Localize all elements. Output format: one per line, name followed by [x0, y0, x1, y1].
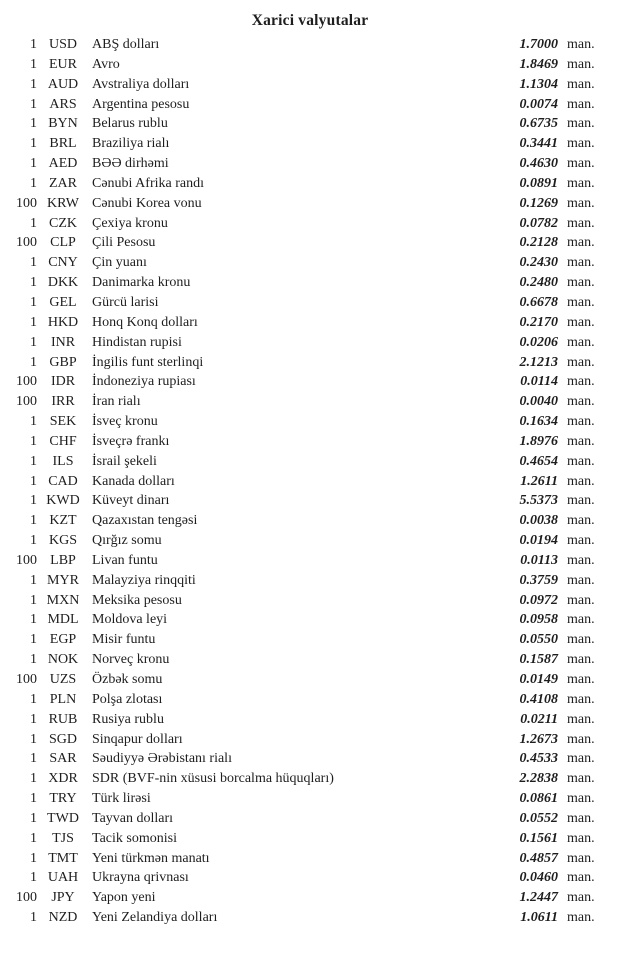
currency-name: Yeni Zelandiya dolları — [92, 910, 218, 926]
currency-code: NOK — [47, 652, 79, 668]
exchange-rate: 2.2838 — [519, 771, 558, 787]
unit-label: man. — [567, 414, 595, 430]
currency-code: IRR — [51, 394, 75, 410]
quantity: 1 — [30, 652, 37, 668]
exchange-rate: 0.0550 — [519, 632, 558, 648]
table-row — [0, 829, 620, 849]
quantity: 1 — [30, 414, 37, 430]
currency-name: Misir funtu — [92, 632, 156, 648]
exchange-rate: 1.1304 — [519, 76, 558, 92]
quantity: 1 — [30, 275, 37, 291]
table-row — [0, 730, 620, 750]
exchange-rate: 0.4654 — [519, 453, 558, 469]
unit-label: man. — [567, 612, 595, 628]
currency-name: Özbək somu — [92, 672, 163, 687]
unit-label: man. — [567, 215, 595, 231]
unit-label: man. — [567, 592, 595, 608]
unit-label: man. — [567, 552, 595, 568]
exchange-rate: 0.2170 — [519, 314, 558, 330]
unit-label: man. — [567, 473, 595, 489]
unit-label: man. — [567, 374, 595, 390]
unit-label: man. — [567, 156, 595, 172]
currency-code: ZAR — [49, 175, 77, 191]
currency-code: XDR — [48, 771, 78, 787]
quantity: 1 — [30, 612, 37, 628]
exchange-rate: 0.1634 — [519, 414, 558, 430]
currency-name: Tayvan dolları — [92, 810, 174, 826]
unit-label: man. — [567, 275, 595, 291]
currency-name: Qazaxıstan tengəsi — [92, 513, 198, 529]
quantity: 1 — [30, 810, 37, 826]
currency-name: SDR (BVF-nin xüsusi borcalma hüquqları) — [92, 771, 334, 787]
unit-label: man. — [567, 175, 595, 191]
quantity: 1 — [30, 830, 37, 846]
unit-label: man. — [567, 96, 595, 112]
currency-code: NZD — [48, 910, 78, 926]
quantity: 1 — [30, 632, 37, 648]
quantity: 1 — [30, 572, 37, 588]
currency-code: MYR — [47, 572, 79, 588]
unit-label: man. — [567, 334, 595, 350]
currency-table — [0, 35, 620, 928]
quantity: 100 — [16, 890, 37, 906]
currency-code: BYN — [48, 116, 78, 132]
currency-name: Çexiya kronu — [92, 215, 168, 231]
unit-label: man. — [567, 791, 595, 807]
quantity: 1 — [30, 473, 37, 489]
currency-code: KGS — [48, 533, 77, 549]
table-row — [0, 868, 620, 888]
table-row — [0, 789, 620, 809]
table-row — [0, 452, 620, 472]
table-row — [0, 174, 620, 194]
exchange-rate: 0.6678 — [519, 294, 558, 310]
table-row — [0, 75, 620, 95]
currency-code: CHF — [49, 433, 77, 449]
currency-code: UAH — [47, 870, 79, 886]
currency-name: Səudiyyə Ərəbistanı rialı — [92, 751, 232, 767]
table-row — [0, 650, 620, 670]
currency-name: İndoneziya rupiası — [92, 374, 196, 390]
quantity: 1 — [30, 56, 37, 72]
currency-name: Sinqapur dolları — [92, 731, 183, 747]
currency-code: BRL — [49, 136, 77, 152]
currency-code: JPY — [51, 890, 75, 906]
currency-code: HKD — [47, 314, 79, 330]
quantity: 1 — [30, 354, 37, 370]
currency-name: Küveyt dinarı — [92, 493, 170, 509]
quantity: 100 — [16, 195, 37, 211]
quantity: 1 — [30, 533, 37, 549]
exchange-rate: 1.8976 — [519, 433, 558, 449]
unit-label: man. — [567, 672, 595, 687]
table-row — [0, 333, 620, 353]
quantity: 1 — [30, 691, 37, 707]
currency-name: İsveçrə frankı — [92, 433, 170, 449]
currency-code: UZS — [49, 672, 77, 687]
exchange-rate: 5.5373 — [519, 493, 558, 509]
currency-name: Danimarka kronu — [92, 275, 191, 291]
table-row — [0, 472, 620, 492]
exchange-rate: 0.4630 — [519, 156, 558, 172]
table-row — [0, 253, 620, 273]
currency-code: CNY — [48, 255, 78, 271]
currency-code: CLP — [50, 235, 76, 251]
currency-code: INR — [50, 334, 76, 350]
quantity: 1 — [30, 771, 37, 787]
currency-code: USD — [48, 37, 77, 52]
exchange-rate: 0.0782 — [519, 215, 558, 231]
exchange-rate: 0.3441 — [519, 136, 558, 152]
quantity: 100 — [16, 672, 37, 687]
table-row — [0, 233, 620, 253]
unit-label: man. — [567, 354, 595, 370]
currency-code: AUD — [47, 76, 79, 92]
unit-label: man. — [567, 195, 595, 211]
table-row — [0, 432, 620, 452]
unit-label: man. — [567, 453, 595, 469]
table-row — [0, 313, 620, 333]
currency-name: Cənubi Korea vonu — [92, 195, 202, 211]
quantity: 1 — [30, 215, 37, 231]
quantity: 1 — [30, 37, 37, 52]
currency-code: IDR — [50, 374, 76, 390]
currency-name: Avstraliya dolları — [92, 76, 190, 92]
unit-label: man. — [567, 116, 595, 132]
exchange-rate: 0.0460 — [519, 870, 558, 886]
quantity: 100 — [16, 394, 37, 410]
exchange-rate: 2.1213 — [519, 354, 558, 370]
currency-code: EGP — [49, 632, 77, 648]
quantity: 1 — [30, 96, 37, 112]
currency-code: ILS — [52, 453, 74, 469]
unit-label: man. — [567, 910, 595, 926]
quantity: 1 — [30, 175, 37, 191]
table-row — [0, 194, 620, 214]
table-row — [0, 293, 620, 313]
quantity: 1 — [30, 592, 37, 608]
currency-name: Kanada dolları — [92, 473, 175, 489]
currency-code: KZT — [49, 513, 77, 529]
exchange-rate: 0.0194 — [519, 533, 558, 549]
quantity: 1 — [30, 255, 37, 271]
currency-name: İngilis funt sterlinqi — [92, 354, 204, 370]
unit-label: man. — [567, 731, 595, 747]
unit-label: man. — [567, 572, 595, 588]
exchange-rate: 1.2673 — [519, 731, 558, 747]
quantity: 1 — [30, 116, 37, 132]
unit-label: man. — [567, 850, 595, 866]
currency-code: MXN — [46, 592, 80, 608]
exchange-rate: 0.6735 — [519, 116, 558, 132]
table-row — [0, 412, 620, 432]
table-row — [0, 710, 620, 730]
currency-code: LBP — [50, 552, 76, 568]
currency-code: SAR — [49, 751, 77, 767]
currency-name: Hindistan rupisi — [92, 334, 182, 350]
quantity: 1 — [30, 870, 37, 886]
currency-name: Tacik somonisi — [92, 830, 177, 846]
unit-label: man. — [567, 37, 595, 52]
table-row — [0, 551, 620, 571]
exchange-rate: 0.0211 — [520, 711, 558, 727]
currency-code: SGD — [48, 731, 77, 747]
unit-label: man. — [567, 394, 595, 410]
currency-name: Qırğız somu — [92, 533, 162, 549]
unit-label: man. — [567, 830, 595, 846]
table-row — [0, 214, 620, 234]
exchange-rate: 0.0149 — [519, 672, 558, 687]
table-row — [0, 571, 620, 591]
page-title: Xarici valyutalar — [251, 12, 369, 29]
unit-label: man. — [567, 235, 595, 251]
quantity: 1 — [30, 493, 37, 509]
unit-label: man. — [567, 751, 595, 767]
currency-code: AED — [48, 156, 78, 172]
unit-label: man. — [567, 711, 595, 727]
quantity: 1 — [30, 513, 37, 529]
currency-name: Yeni türkmən manatı — [92, 850, 210, 866]
exchange-rate: 0.0958 — [519, 612, 558, 628]
currency-code: SEK — [49, 414, 77, 430]
exchange-rate: 0.0972 — [519, 592, 558, 608]
exchange-rate: 0.3759 — [519, 572, 558, 588]
unit-label: man. — [567, 493, 595, 509]
currency-name: Ukrayna qrivnası — [92, 870, 189, 886]
table-row — [0, 511, 620, 531]
currency-code: EUR — [49, 56, 77, 72]
currency-name: Rusiya rublu — [92, 711, 164, 727]
table-row — [0, 55, 620, 75]
table-row — [0, 849, 620, 869]
currency-code: KWD — [46, 493, 80, 509]
unit-label: man. — [567, 314, 595, 330]
unit-label: man. — [567, 533, 595, 549]
table-row — [0, 630, 620, 650]
currency-name: Meksika pesosu — [92, 592, 182, 608]
exchange-rate: 0.1587 — [519, 652, 558, 668]
quantity: 1 — [30, 334, 37, 350]
quantity: 100 — [16, 552, 37, 568]
exchange-rate: 0.1269 — [519, 195, 558, 211]
table-row — [0, 888, 620, 908]
exchange-rate: 1.2611 — [520, 473, 558, 489]
unit-label: man. — [567, 513, 595, 529]
currency-name: Livan funtu — [92, 552, 158, 568]
exchange-rate: 0.0038 — [519, 513, 558, 529]
currency-name: Malayziya rinqqiti — [92, 572, 196, 588]
unit-label: man. — [567, 433, 595, 449]
currency-code: KRW — [47, 195, 79, 211]
exchange-rate: 0.2480 — [519, 275, 558, 291]
currency-name: BƏƏ dirhəmi — [92, 156, 169, 172]
exchange-rate: 0.0114 — [520, 374, 558, 390]
currency-name: ABŞ dolları — [92, 37, 160, 52]
currency-name: İsveç kronu — [92, 414, 158, 430]
unit-label: man. — [567, 76, 595, 92]
exchange-rate: 0.4533 — [519, 751, 558, 767]
unit-label: man. — [567, 691, 595, 707]
table-row — [0, 154, 620, 174]
currency-name: Çili Pesosu — [92, 235, 156, 251]
currency-code: MDL — [47, 612, 79, 628]
table-row — [0, 392, 620, 412]
exchange-rate: 1.0611 — [520, 910, 558, 926]
table-row — [0, 610, 620, 630]
currency-name: Türk lirəsi — [92, 791, 151, 807]
table-row — [0, 273, 620, 293]
currency-code: DKK — [47, 275, 79, 291]
table-row — [0, 35, 620, 55]
table-row — [0, 809, 620, 829]
currency-name: İsrail şekeli — [92, 453, 157, 469]
currency-name: Belarus rublu — [92, 116, 168, 132]
exchange-rate: 0.4108 — [519, 691, 558, 707]
unit-label: man. — [567, 652, 595, 668]
unit-label: man. — [567, 890, 595, 906]
currency-name: Norveç kronu — [92, 652, 170, 668]
quantity: 1 — [30, 453, 37, 469]
currency-code: TJS — [52, 830, 74, 846]
quantity: 1 — [30, 910, 37, 926]
unit-label: man. — [567, 136, 595, 152]
quantity: 1 — [30, 433, 37, 449]
table-row — [0, 134, 620, 154]
quantity: 1 — [30, 156, 37, 172]
quantity: 100 — [16, 235, 37, 251]
table-row — [0, 491, 620, 511]
table-row — [0, 908, 620, 928]
unit-label: man. — [567, 255, 595, 271]
quantity: 1 — [30, 76, 37, 92]
currency-code: TMT — [48, 850, 78, 866]
currency-name: Argentina pesosu — [92, 96, 190, 112]
exchange-rate: 0.0861 — [519, 791, 558, 807]
quantity: 1 — [30, 731, 37, 747]
exchange-rate: 0.2430 — [519, 255, 558, 271]
currency-code: RUB — [48, 711, 78, 727]
quantity: 1 — [30, 850, 37, 866]
quantity: 100 — [16, 374, 37, 390]
exchange-rate: 0.2128 — [519, 235, 558, 251]
table-row — [0, 769, 620, 789]
exchange-rate: 1.7000 — [519, 37, 558, 52]
quantity: 1 — [30, 294, 37, 310]
table-row — [0, 95, 620, 115]
currency-code: CAD — [48, 473, 78, 489]
currency-name: Braziliya rialı — [92, 136, 170, 152]
exchange-rate: 0.0040 — [519, 394, 558, 410]
exchange-rate: 0.0113 — [520, 552, 558, 568]
exchange-rate: 1.8469 — [519, 56, 558, 72]
currency-name: Honq Konq dolları — [92, 314, 198, 330]
unit-label: man. — [567, 810, 595, 826]
unit-label: man. — [567, 56, 595, 72]
currency-name: Çin yuanı — [92, 255, 147, 271]
exchange-rate: 0.0891 — [519, 175, 558, 191]
currency-code: ARS — [49, 96, 77, 112]
quantity: 1 — [30, 791, 37, 807]
currency-name: Yapon yeni — [92, 890, 156, 906]
currency-code: GBP — [49, 354, 77, 370]
table-row — [0, 591, 620, 611]
currency-name: Polşa zlotası — [92, 691, 163, 707]
exchange-rate: 1.2447 — [519, 890, 558, 906]
table-row — [0, 749, 620, 769]
table-row — [0, 353, 620, 373]
quantity: 1 — [30, 314, 37, 330]
currency-name: Gürcü larisi — [92, 294, 159, 310]
table-row — [0, 531, 620, 551]
exchange-rate: 0.4857 — [519, 850, 558, 866]
currency-name: Cənubi Afrika randı — [92, 175, 204, 191]
table-row — [0, 114, 620, 134]
exchange-rate: 0.0552 — [519, 810, 558, 826]
currency-name: Avro — [92, 56, 120, 72]
table-row — [0, 372, 620, 392]
table-row — [0, 670, 620, 690]
exchange-rate: 0.0206 — [519, 334, 558, 350]
quantity: 1 — [30, 751, 37, 767]
unit-label: man. — [567, 771, 595, 787]
currency-code: TWD — [47, 810, 79, 826]
currency-name: Moldova leyi — [92, 612, 168, 628]
currency-code: PLN — [49, 691, 77, 707]
exchange-rate: 0.1561 — [519, 830, 558, 846]
currency-code: CZK — [49, 215, 77, 231]
exchange-rate: 0.0074 — [519, 96, 558, 112]
unit-label: man. — [567, 632, 595, 648]
currency-name: İran rialı — [92, 394, 141, 410]
currency-code: GEL — [49, 294, 77, 310]
unit-label: man. — [567, 870, 595, 886]
currency-code: TRY — [49, 791, 77, 807]
unit-label: man. — [567, 294, 595, 310]
table-row — [0, 690, 620, 710]
quantity: 1 — [30, 136, 37, 152]
quantity: 1 — [30, 711, 37, 727]
